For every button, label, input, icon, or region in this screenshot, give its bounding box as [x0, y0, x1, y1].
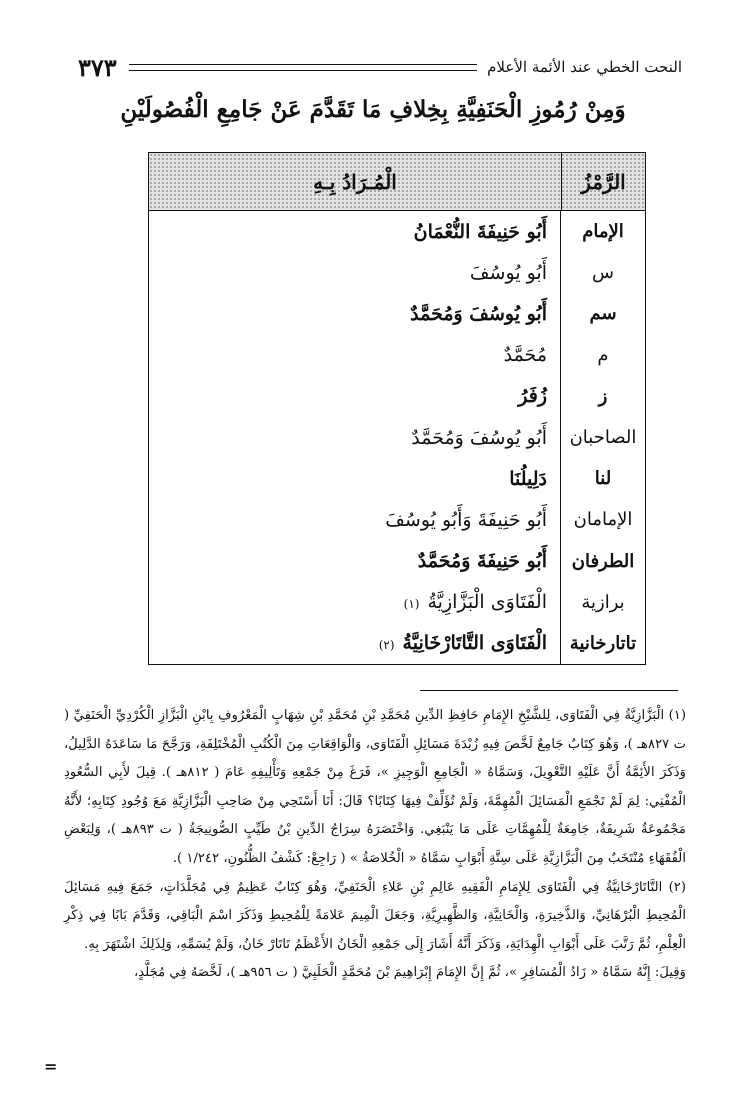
row-meaning — [149, 468, 561, 490]
row-code: ز — [598, 385, 608, 407]
continuation-mark: = — [44, 1057, 58, 1076]
row-meaning — [149, 591, 561, 613]
row-meaning-text: أَبُو يُوسُفَ وَمُحَمَّدٌ — [410, 302, 547, 325]
page-number: ٣٧٣ — [78, 52, 117, 82]
row-meaning-text: الْفَتَاوَى التَّاتَارْخَانِيَّةُ — [402, 632, 547, 655]
row-code: برازية — [581, 591, 625, 613]
table-row — [149, 211, 645, 252]
row-code: م — [597, 344, 609, 366]
row-meaning — [149, 550, 561, 572]
row-code: الصاحبان — [569, 427, 637, 449]
row-meaning-text: زُفَرُ — [518, 385, 547, 408]
row-meaning — [149, 632, 561, 654]
row-meaning — [149, 262, 561, 284]
row-meaning-text: مُحَمَّدٌ — [503, 344, 547, 367]
footnote-2-continued: وَقِيلَ: إِنَّهُ سَمَّاهُ « زَادُ الْمُسَافِرِ »، ثُمَّ إِنَّ الإِمَامَ إِبْرَاهِيمَ بْنَ مُحَمَّدٍ الْحَلَبِيَّ ( ت ٩٥٦هـ )، لَخَّصَهُ فِي مُجَلَّدٍ، — [134, 965, 686, 981]
row-code: لنا — [594, 468, 612, 490]
table-row — [149, 458, 645, 499]
table-row — [149, 335, 645, 376]
row-meaning-text: دَلِيلُنَا — [509, 467, 547, 490]
table-row — [149, 293, 645, 334]
row-code: سم — [589, 303, 617, 325]
table-row — [149, 417, 645, 458]
abbreviations-table — [148, 152, 646, 665]
row-meaning-text: أَبُو حَنِيفَةَ النُّعْمَانُ — [413, 220, 547, 243]
running-header — [78, 52, 682, 82]
row-meaning — [149, 427, 561, 449]
row-code: س — [592, 262, 614, 284]
column-header-meaning: الْمُـرَادُ بِـهِ — [313, 169, 397, 194]
section-title: وَمِنْ رُمُوزِ الْحَنَفِيَّةِ بِخِلافِ مَا تَقَدَّمَ عَنْ جَامِعِ الْفُصُولَيْنِ — [120, 96, 626, 123]
row-meaning — [149, 509, 561, 531]
table-row — [149, 499, 645, 540]
footnote-2: (٢) التَّاتَارْخَانِيَّةُ فِي الْفَتَاوَى لِلإِمَامِ الْفَقِيهِ عَالِمِ بْنِ عَلاءِ الْحَنَفِيِّ، وَهُوَ كِتَابٌ عَظِيمٌ فِي مُجَلَّدَاتٍ، جَمَعَ فِيهِ مَسَائِلَ الْمُحِيطِ الْبُرْهَانِيِّ، وَالذَّخِيرَةِ، وَالْخَانِيَّةِ، وَالظَّهِيرِيَّةِ، وَجَعَلَ الْمِيمَ عَلامَةً لِلْمُحِيطِ وَذَكَرَ اسْمَ الْبَاقِي، وَقَدَّمَ بَابًا فِي ذِكْرِ الْعِلْمِ، ثُمَّ رَتَّبَ عَلَى أَبْوَابِ الْهِدَايَةِ، وَذَكَرَ أَنَّهُ أَشَارَ إِلَى جَمْعِهِ الْخَانُ الأَعْظَمُ تَاتَارْ خَانُ، وَلَمْ يُسَمِّهِ، وَلِذَلِكَ اشْتَهَرَ بِهِ. — [64, 879, 686, 952]
row-meaning — [149, 344, 561, 366]
footnote-reference: (٢) — [378, 638, 395, 653]
footnote-reference: (١) — [403, 597, 420, 612]
footnotes — [64, 702, 686, 988]
row-code: الإمامان — [573, 509, 633, 531]
header-title: النحت الخطي عند الأئمة الأعلام — [487, 58, 682, 76]
table-row — [149, 582, 645, 623]
column-divider — [560, 211, 561, 665]
row-meaning — [149, 303, 561, 325]
row-meaning-text: أَبُو يُوسُفَ وَمُحَمَّدٌ — [411, 426, 547, 449]
table-row — [149, 623, 645, 664]
table-body — [149, 211, 645, 665]
table-row — [149, 252, 645, 293]
row-meaning — [149, 385, 561, 407]
table-row — [149, 376, 645, 417]
row-meaning-text: أَبُو حَنِيفَةَ وَأَبُو يُوسُفَ — [385, 508, 547, 531]
row-meaning-text: أَبُو يُوسُفَ — [469, 261, 547, 284]
column-header-code: الرَّمْزُ — [561, 153, 645, 210]
row-code: الطرفان — [571, 550, 635, 572]
row-meaning-text: أَبُو حَنِيفَةَ وَمُحَمَّدٌ — [417, 550, 547, 573]
footnote-separator — [420, 690, 678, 691]
table-header — [149, 153, 645, 211]
row-meaning-text: الْفَتَاوَى الْبَزَّازِيَّةُ — [427, 591, 547, 614]
row-code: تاتارخانية — [569, 632, 637, 654]
row-meaning — [149, 221, 561, 243]
footnote-1: (١) الْبَزَّازِيَّةُ فِي الْفَتَاوَى، لِلشَّيْخِ الإِمَامِ حَافِظِ الدِّينِ مُحَمَّدِ بْنِ مُحَمَّدِ بْنِ شِهَابٍ الْمَعْرُوفِ بِابْنِ الْبَزَّازِ الْكُرْدِيِّ الْحَنَفِيِّ ( ت ٨٢٧هـ )، وَهُوَ كِتَابٌ جَامِعٌ لَخَّصَ فِيهِ زُبْدَةَ مَسَائِلِ الْفَتَاوَى، وَالْوَاقِعَاتِ مِنَ الْكُتُبِ الْمُخْتَلِفَةِ، وَرَجَّحَ مَا سَاعَدَهُ الدَّلِيلُ، وَذَكَرَ الأَئِمَّةُ أَنَّ عَلَيْهِ التَّعْوِيلَ، وَسَمَّاهُ « الْجَامِعِ الْوَجِيزِ »، فَرَغَ مِنْ جَمْعِهِ وَتَأْلِيفِهِ عَامَ ( ٨١٢هـ ). قِيلَ لأَبِي السُّعُودِ الْمُفْتِي: لِمَ لَمْ تَجْمَعِ الْمَسَائِلَ الْمُهِمَّةَ، وَلَمْ تُؤَلِّفْ فِيهَا كِتَابًا؟ قَالَ: أَنَا أَسْتَحِي مِنْ صَاحِبِ الْبَزَّازِيَّةِ مَعَ وُجُودِ كِتَابِهِ؛ لأَنَّهُ مَجْمُوعَةٌ شَرِيفَةٌ، جَامِعَةٌ لِلْمُهِمَّاتِ عَلَى مَا يَنْبَغِي. وَاخْتَصَرَهُ سِرَاجُ الدِّينِ بْنُ طَيِّبٍ الصُّونِيجَةُ ( ت ٨٩٣هـ )، وَلِبَعْضِ الْفُقَهَاءِ مُنْتَخَبٌ مِنَ الْبَزَّازِيَّةِ عَلَى سِتَّةِ أَبْوَابٍ سَمَّاهُ « الْخُلاصَةُ » ( رَاجِعْ: كَشْفُ الظُّنُونِ، ١/٢٤٢ ). — [64, 708, 687, 866]
header-double-rule — [129, 64, 477, 71]
table-row — [149, 541, 645, 582]
row-code: الإمام — [582, 221, 624, 243]
